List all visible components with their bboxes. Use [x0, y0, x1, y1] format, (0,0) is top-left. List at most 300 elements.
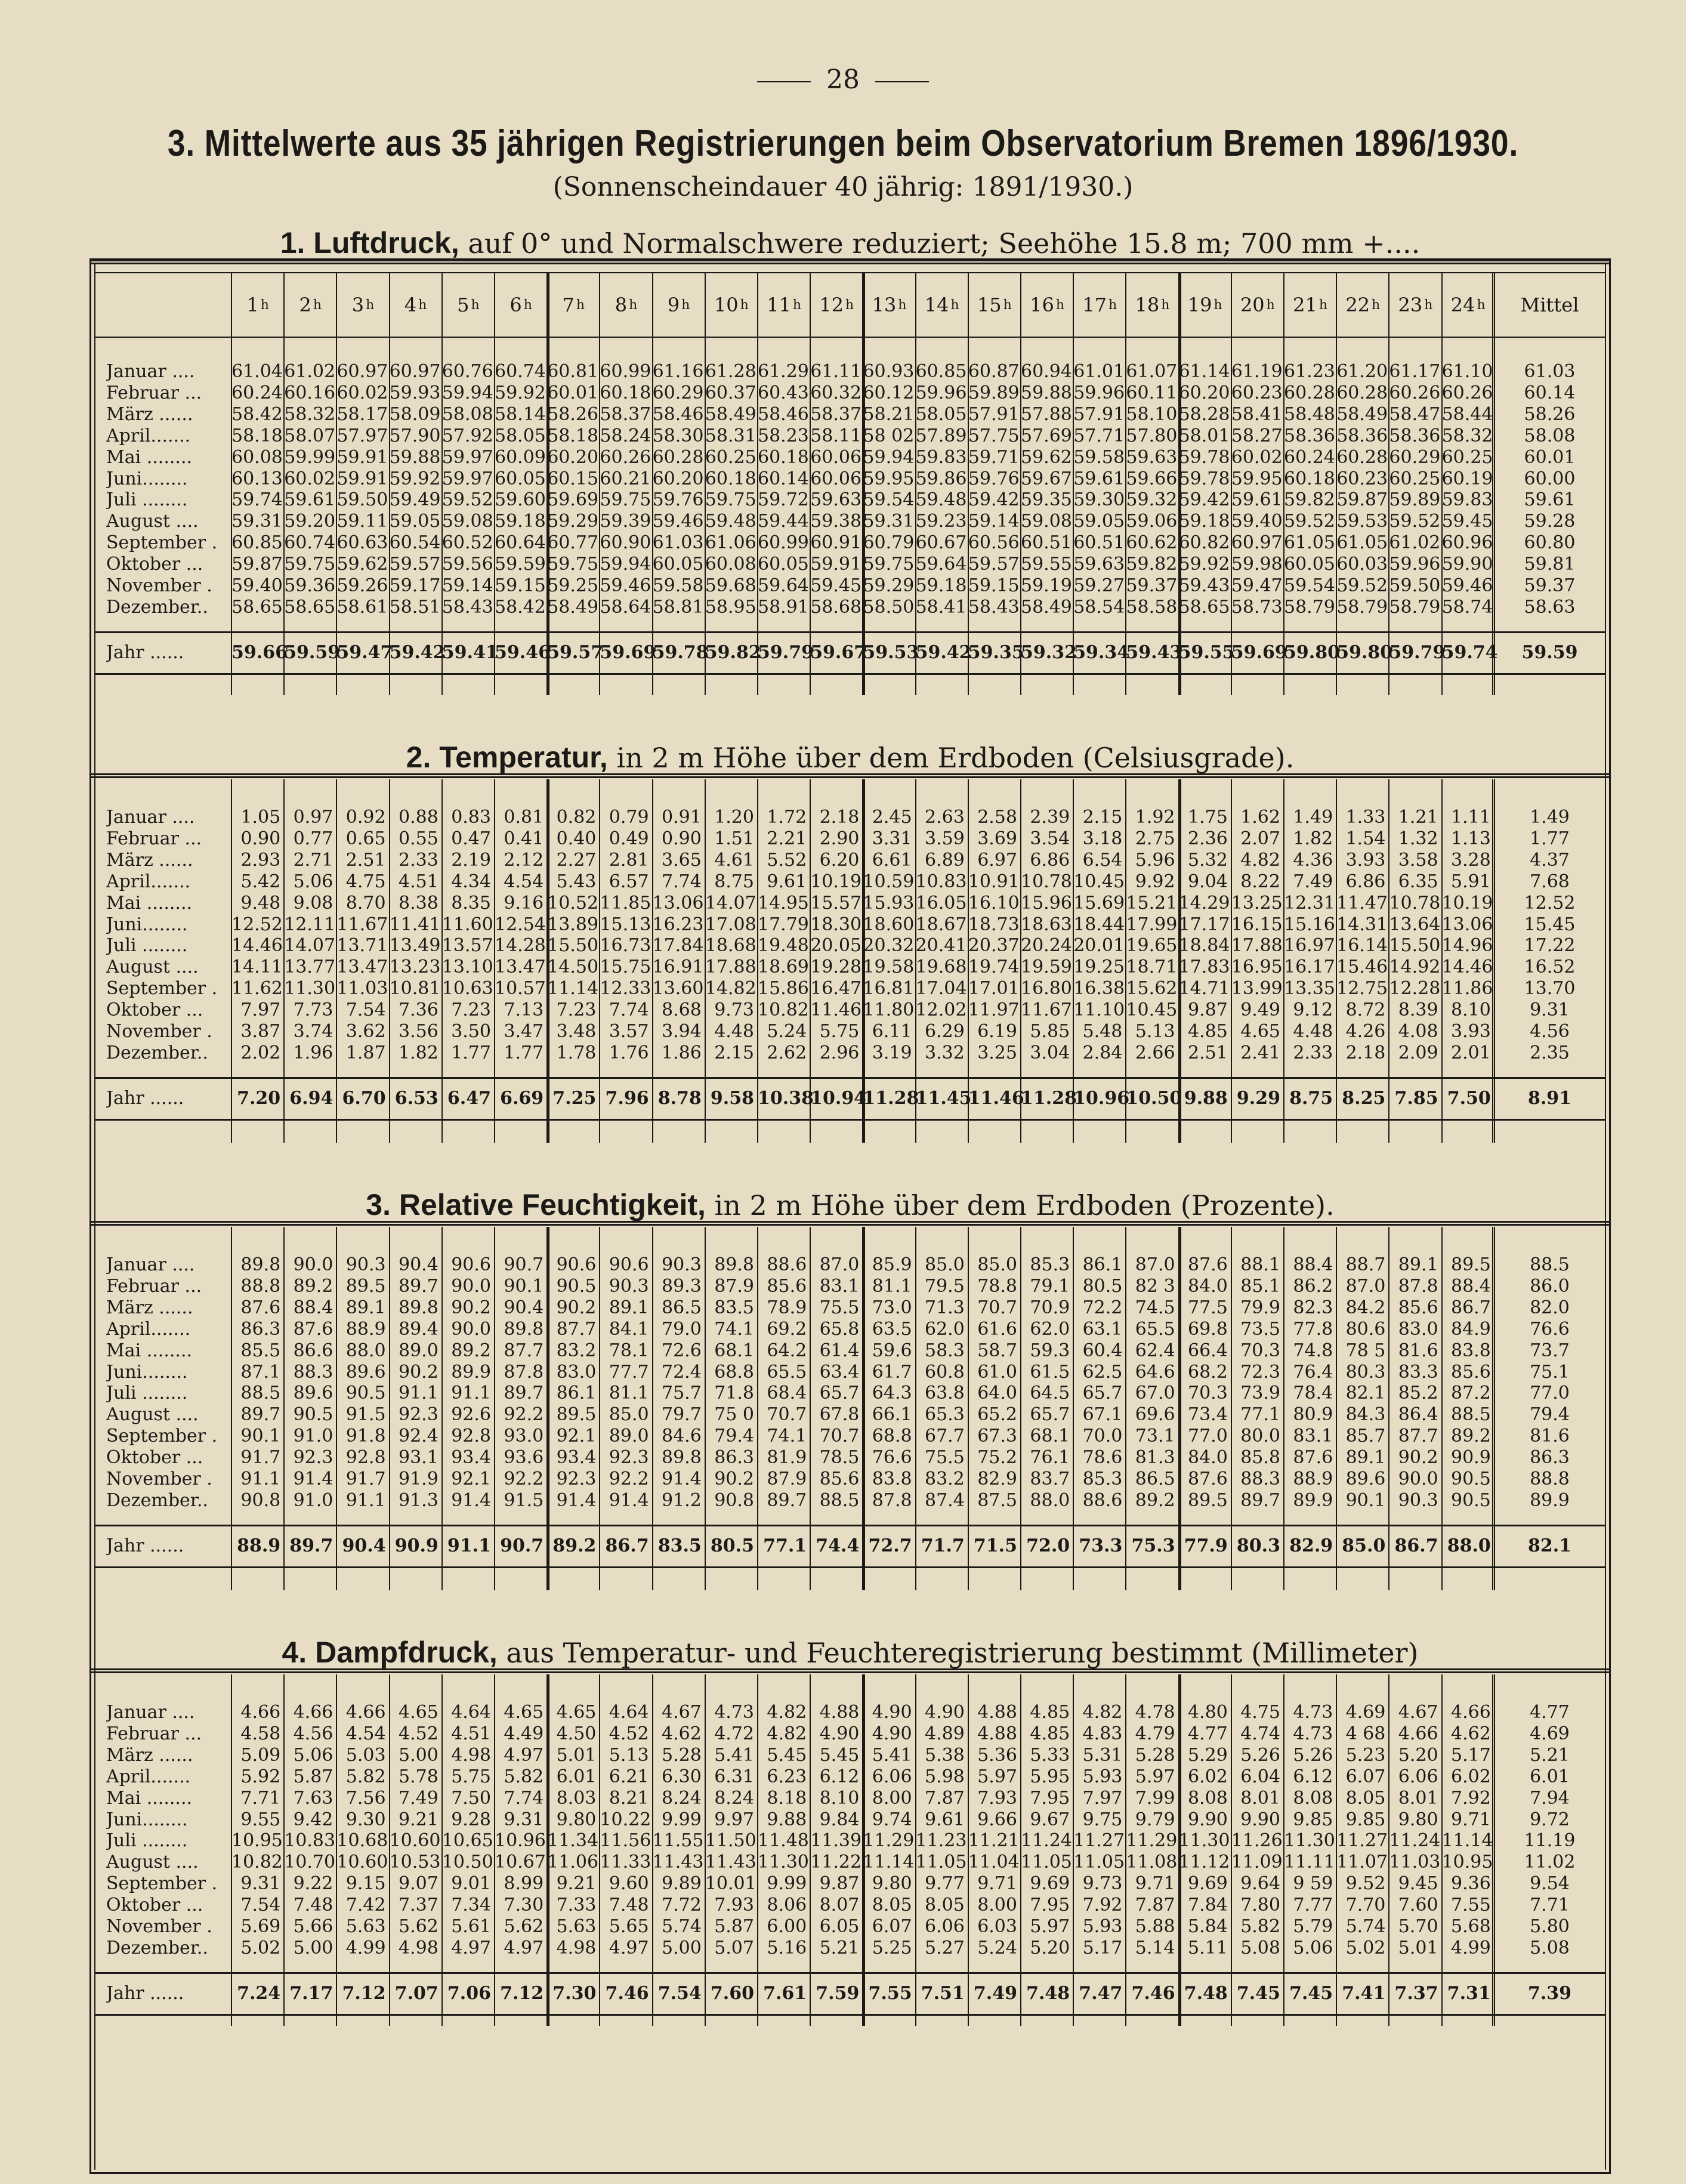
table-cell: 2.07 [1240, 828, 1280, 849]
row-label: August .... [106, 1852, 199, 1873]
table-cell: 59.93 [389, 382, 441, 403]
table-cell: 88.5 [819, 1489, 860, 1511]
table-cell: 59.90 [1441, 554, 1493, 575]
table-cell: 90.5 [345, 1383, 386, 1404]
table-cell: 5.00 [398, 1744, 439, 1766]
table-cell: 87.0 [1135, 1254, 1175, 1275]
table-cell: 61.7 [872, 1361, 912, 1383]
table-cell: 85.5 [240, 1340, 281, 1361]
table-cell: 9.16 [504, 892, 544, 914]
table-cell: 90.2 [714, 1469, 754, 1489]
jahr-separator [94, 1972, 1606, 1974]
table-cell: 11.30 [284, 978, 336, 1000]
table-cell: 6.00 [767, 1916, 807, 1937]
table-cell: 59.08 [1021, 511, 1072, 532]
table-cell: 4.79 [1135, 1723, 1175, 1744]
table-cell: 6.03 [977, 1916, 1017, 1937]
table-row [0, 575, 1686, 597]
jahr-cell: 7.59 [816, 1982, 860, 2004]
table-cell: 15.96 [1021, 892, 1072, 914]
table-cell: 4.97 [609, 1937, 649, 1958]
table-cell: 60.25 [1441, 446, 1493, 468]
table-cell: 59.56 [441, 554, 493, 575]
table-cell: 91.4 [661, 1469, 702, 1489]
table-cell: 77.8 [1293, 1318, 1333, 1340]
table-cell: 59.18 [915, 575, 967, 596]
jahr-cell: 7.46 [1131, 1982, 1175, 2004]
table-cell: 59.15 [968, 575, 1020, 596]
table-cell: 16.17 [1284, 957, 1335, 978]
table-cell: 8.70 [345, 892, 386, 914]
table-cell: 8.08 [1187, 1787, 1228, 1809]
table-cell: 91.1 [240, 1469, 281, 1489]
table-cell: 58.91 [758, 596, 809, 618]
table-cell: 58.37 [810, 403, 862, 425]
table-cell: 8.18 [767, 1787, 807, 1809]
table-cell: 3.04 [1030, 1042, 1070, 1063]
table-cell: 4.56 [293, 1723, 334, 1744]
row-label: Juni........ [106, 914, 188, 935]
row-label: Oktober ... [106, 1895, 203, 1916]
section-title-number: 3. [366, 1188, 399, 1221]
table-cell: 59.89 [1389, 489, 1441, 511]
row-label: August .... [106, 511, 199, 532]
table-cell: 7.34 [451, 1895, 491, 1916]
jahr-cell: 89.2 [552, 1535, 597, 1556]
table-cell: 8.22 [1240, 871, 1280, 892]
table-cell: 13.06 [652, 892, 704, 914]
table-cell: 87.7 [504, 1340, 544, 1361]
table-cell: 90.3 [661, 1254, 702, 1275]
row-label: September . [106, 1426, 218, 1447]
hour-header-13: 13 h [872, 294, 907, 316]
table-cell: 64.2 [767, 1340, 807, 1361]
hour-header-4: 4 h [404, 294, 427, 316]
table-cell: 59.35 [1021, 489, 1072, 511]
table-cell: 4.66 [1450, 1702, 1491, 1723]
mittel-cell: 1.49 [1530, 807, 1570, 828]
mittel-cell: 5.80 [1530, 1916, 1570, 1937]
table-cell: 60.67 [915, 532, 967, 554]
row-label: September . [106, 1873, 218, 1895]
table-cell: 58.36 [1389, 425, 1441, 446]
row-label: Januar .... [106, 807, 195, 828]
table-cell: 4.66 [240, 1702, 281, 1723]
table-cell: 58.3 [924, 1340, 965, 1361]
table-cell: 0.90 [240, 828, 281, 849]
table-cell: 61.28 [705, 361, 756, 382]
row-label: April....... [106, 1766, 191, 1787]
table-cell: 82.1 [1345, 1383, 1386, 1404]
table-cell: 62.4 [1135, 1340, 1175, 1361]
table-cell: 11.09 [1231, 1852, 1283, 1873]
mittel-cell: 7.68 [1530, 871, 1570, 892]
table-cell: 67.8 [819, 1404, 860, 1426]
table-cell: 86.1 [556, 1383, 597, 1404]
table-cell: 0.40 [556, 828, 597, 849]
table-cell: 89.9 [451, 1361, 491, 1383]
table-cell: 9.64 [1240, 1873, 1280, 1895]
table-cell: 14.82 [705, 978, 756, 1000]
table-cell: 9.87 [819, 1873, 860, 1895]
section-title-bold: Dampfdruck, [315, 1636, 498, 1669]
section-top-rule [89, 1668, 1611, 1673]
table-row [0, 1447, 1686, 1469]
mittel-cell: 11.19 [1524, 1830, 1576, 1852]
table-cell: 1.33 [1345, 807, 1386, 828]
table-cell: 10.22 [600, 1809, 651, 1830]
table-cell: 90.0 [451, 1318, 491, 1340]
table-row [0, 468, 1686, 490]
table-cell: 84.0 [1187, 1447, 1228, 1469]
table-cell: 18.69 [758, 957, 809, 978]
table-cell: 5.11 [1187, 1937, 1228, 1958]
table-cell: 5.78 [398, 1766, 439, 1787]
table-cell: 60.18 [600, 382, 651, 403]
table-cell: 87.4 [924, 1489, 965, 1511]
table-row [0, 1362, 1686, 1383]
table-cell: 5.88 [1135, 1916, 1175, 1937]
table-row [0, 554, 1686, 575]
table-cell: 60.56 [968, 532, 1020, 554]
table-cell: 9.80 [556, 1809, 597, 1830]
jahr-cell: 7.12 [500, 1982, 544, 2004]
mittel-cell: 58.63 [1524, 596, 1576, 618]
table-cell: 5.93 [1082, 1766, 1123, 1787]
table-cell: 19.25 [1073, 957, 1125, 978]
table-cell: 61.16 [652, 361, 704, 382]
table-row [0, 1404, 1686, 1426]
table-cell: 76.6 [872, 1447, 912, 1469]
table-cell: 7.56 [345, 1787, 386, 1809]
table-cell: 89.2 [1450, 1426, 1491, 1447]
table-cell: 88.6 [767, 1254, 807, 1275]
mittel-cell: 17.22 [1524, 935, 1576, 957]
table-cell: 72.6 [661, 1340, 702, 1361]
table-cell: 9.73 [714, 1000, 754, 1021]
table-cell: 89.7 [504, 1383, 544, 1404]
table-cell: 7.42 [345, 1895, 386, 1916]
table-row [0, 935, 1686, 957]
table-cell: 58.74 [1441, 596, 1493, 618]
table-cell: 61.11 [810, 361, 862, 382]
table-cell: 13.10 [441, 957, 493, 978]
table-cell: 9.31 [240, 1873, 281, 1895]
table-cell: 8.35 [451, 892, 491, 914]
table-cell: 7.63 [293, 1787, 334, 1809]
table-cell: 59.19 [1021, 575, 1072, 596]
table-cell: 59.61 [1231, 489, 1283, 511]
table-cell: 65.7 [1082, 1383, 1123, 1404]
jahr-label: Jahr ...... [106, 1982, 184, 2004]
table-cell: 59.46 [652, 511, 704, 532]
table-cell: 59.97 [441, 468, 493, 489]
table-cell: 58.08 [441, 403, 493, 425]
table-cell: 61.23 [1284, 361, 1335, 382]
jahr-cell: 59.69 [600, 641, 656, 663]
table-cell: 80.3 [1345, 1361, 1386, 1383]
table-cell: 57.92 [441, 425, 493, 446]
mittel-cell: 4.77 [1530, 1702, 1570, 1723]
table-cell: 80.5 [1082, 1275, 1123, 1297]
table-cell: 15.69 [1073, 892, 1125, 914]
table-cell: 60.26 [600, 446, 651, 468]
mittel-cell: 2.35 [1530, 1042, 1570, 1063]
table-cell: 88.8 [240, 1275, 281, 1297]
table-cell: 6.29 [924, 1021, 965, 1042]
table-cell: 61.5 [1030, 1361, 1070, 1383]
table-cell: 11.33 [600, 1852, 651, 1873]
row-label: Juli ........ [106, 1830, 188, 1852]
table-cell: 5.08 [1240, 1937, 1280, 1958]
mittel-cell: 15.45 [1524, 914, 1576, 935]
table-cell: 61.4 [819, 1340, 860, 1361]
jahr-cell: 7.24 [237, 1982, 281, 2004]
table-cell: 87.0 [1345, 1275, 1386, 1297]
table-cell: 8.39 [1398, 1000, 1438, 1021]
table-cell: 13.57 [441, 935, 493, 957]
table-cell: 13.35 [1284, 978, 1335, 1000]
table-cell: 9.99 [661, 1809, 702, 1830]
table-cell: 63.4 [819, 1361, 860, 1383]
jahr-cell: 7.06 [447, 1982, 491, 2004]
table-cell: 5.27 [924, 1937, 965, 1958]
jahr-cell: 9.58 [710, 1087, 754, 1109]
table-cell: 4.69 [1345, 1702, 1386, 1723]
table-cell: 0.81 [504, 807, 544, 828]
table-cell: 9.30 [345, 1809, 386, 1830]
table-cell: 60.19 [1441, 468, 1493, 489]
table-cell: 9.79 [1135, 1809, 1175, 1830]
jahr-cell: 7.45 [1289, 1982, 1333, 2004]
page-title: 3. Mittelwerte aus 35 jährigen Registrierungen beim Observatorium Bremen 1896/1930. [167, 123, 1519, 164]
table-cell: 58.42 [495, 596, 546, 618]
table-cell: 2.09 [1398, 1042, 1438, 1063]
table-cell: 17.08 [705, 914, 756, 935]
table-cell: 65.3 [924, 1404, 965, 1426]
table-cell: 60.29 [1389, 446, 1441, 468]
table-row [0, 1426, 1686, 1447]
table-cell: 72.2 [1082, 1297, 1123, 1318]
table-cell: 12.54 [495, 914, 546, 935]
mittel-cell: 59.61 [1524, 489, 1576, 511]
table-cell: 16.23 [652, 914, 704, 935]
jahr-cell: 6.70 [342, 1087, 386, 1109]
jahr-separator [94, 1119, 1606, 1121]
table-cell: 7.50 [451, 1787, 491, 1809]
table-cell: 7.93 [714, 1895, 754, 1916]
table-cell: 59.50 [1389, 575, 1441, 596]
table-cell: 12.52 [231, 914, 283, 935]
jahr-cell: 88.0 [1447, 1535, 1491, 1556]
table-cell: 11.67 [336, 914, 388, 935]
table-cell: 59.18 [495, 511, 546, 532]
table-cell: 3.31 [872, 828, 912, 849]
table-cell: 58.18 [547, 425, 599, 446]
table-cell: 11.08 [1126, 1852, 1178, 1873]
mittel-cell: 58.08 [1524, 425, 1576, 446]
table-cell: 59.64 [915, 554, 967, 575]
table-cell: 92.2 [504, 1469, 544, 1489]
table-cell: 58.47 [1389, 403, 1441, 425]
jahr-cell: 59.80 [1284, 641, 1340, 663]
table-cell: 9.36 [1450, 1873, 1491, 1895]
table-cell: 91.0 [293, 1426, 334, 1447]
table-cell: 59.83 [1441, 489, 1493, 511]
table-cell: 59.25 [547, 575, 599, 596]
table-cell: 59.95 [1231, 468, 1283, 489]
table-cell: 5.85 [1030, 1021, 1070, 1042]
table-cell: 81.1 [872, 1275, 912, 1297]
row-label: Januar .... [106, 361, 195, 382]
table-cell: 59.54 [1284, 575, 1335, 596]
table-cell: 85.6 [1398, 1297, 1438, 1318]
mittel-cell: 60.80 [1524, 532, 1576, 554]
table-cell: 3.93 [1450, 1021, 1491, 1042]
table-cell: 5.82 [345, 1766, 386, 1787]
row-label: Januar .... [106, 1702, 195, 1723]
table-cell: 60.24 [1284, 446, 1335, 468]
table-cell: 4.65 [504, 1702, 544, 1723]
table-cell: 11.04 [968, 1852, 1020, 1873]
table-cell: 59.69 [547, 489, 599, 511]
table-cell: 86.5 [661, 1297, 702, 1318]
table-cell: 1.62 [1240, 807, 1280, 828]
table-cell: 0.83 [451, 807, 491, 828]
table-cell: 7.87 [1135, 1895, 1175, 1916]
table-cell: 75.2 [977, 1447, 1017, 1469]
table-cell: 87.7 [556, 1318, 597, 1340]
table-cell: 1.51 [714, 828, 754, 849]
table-cell: 10.83 [284, 1830, 336, 1852]
table-cell: 11.21 [968, 1830, 1020, 1852]
table-cell: 90.0 [1398, 1469, 1438, 1489]
table-cell: 13.25 [1231, 892, 1283, 914]
table-cell: 7.49 [398, 1787, 439, 1809]
table-cell: 5.23 [1345, 1744, 1386, 1766]
table-cell: 84.3 [1345, 1404, 1386, 1426]
table-cell: 7.80 [1240, 1895, 1280, 1916]
table-cell: 11.05 [1021, 1852, 1072, 1873]
table-cell: 58.49 [705, 403, 756, 425]
table-cell: 58.51 [389, 596, 441, 618]
table-cell: 5.70 [1398, 1916, 1438, 1937]
jahr-cell: 7.51 [921, 1982, 965, 2004]
table-cell: 60.51 [1021, 532, 1072, 554]
table-cell: 0.49 [609, 828, 649, 849]
table-cell: 5.24 [977, 1937, 1017, 1958]
table-cell: 8.05 [1345, 1787, 1386, 1809]
table-cell: 60.02 [284, 468, 336, 489]
table-cell: 11.34 [547, 1830, 599, 1852]
table-cell: 66.4 [1187, 1340, 1228, 1361]
jahr-cell: 59.42 [389, 641, 446, 663]
table-cell: 1.21 [1398, 807, 1438, 828]
table-cell: 7.49 [1293, 871, 1333, 892]
table-cell: 4.52 [398, 1723, 439, 1744]
table-cell: 89.8 [398, 1297, 439, 1318]
table-cell: 59.26 [336, 575, 388, 596]
table-cell: 58.18 [231, 425, 283, 446]
table-cell: 11.67 [1021, 1000, 1072, 1021]
table-cell: 59.40 [231, 575, 283, 596]
table-cell: 59.08 [441, 511, 493, 532]
table-cell: 14.31 [1336, 914, 1388, 935]
table-row [0, 1788, 1686, 1809]
table-cell: 59.57 [389, 554, 441, 575]
table-cell: 59.75 [600, 489, 651, 511]
jahr-cell: 72.7 [868, 1535, 912, 1556]
row-label: Juni........ [106, 1361, 188, 1383]
jahr-cell: 71.5 [973, 1535, 1017, 1556]
table-cell: 60.05 [1284, 554, 1335, 575]
jahr-cell: 10.50 [1126, 1087, 1182, 1109]
table-cell: 61.01 [1073, 361, 1125, 382]
section-title-bold: Luftdruck, [313, 226, 459, 260]
table-cell: 6.21 [609, 1766, 649, 1787]
table-cell: 13.23 [389, 957, 441, 978]
table-cell: 11.48 [758, 1830, 809, 1852]
table-cell: 59.23 [915, 511, 967, 532]
table-row [0, 1938, 1686, 1959]
table-cell: 57.75 [968, 425, 1020, 446]
table-row [0, 1873, 1686, 1895]
jahr-cell: 6.47 [447, 1087, 491, 1109]
table-cell: 6.06 [1398, 1766, 1438, 1787]
table-cell: 10.68 [336, 1830, 388, 1852]
jahr-cell: 71.7 [921, 1535, 965, 1556]
table-cell: 5.20 [1398, 1744, 1438, 1766]
table-cell: 16.10 [968, 892, 1020, 914]
table-cell: 73.4 [1187, 1404, 1228, 1426]
jahr-cell: 59.47 [336, 641, 393, 663]
jahr-cell: 59.57 [547, 641, 604, 663]
table-cell: 58.50 [863, 596, 915, 618]
table-cell: 60.37 [705, 382, 756, 403]
table-cell: 92.3 [293, 1447, 334, 1469]
table-cell: 89.0 [609, 1426, 649, 1447]
table-cell: 59.63 [1126, 446, 1178, 468]
table-cell: 4.54 [345, 1723, 386, 1744]
table-cell: 5.98 [924, 1766, 965, 1787]
table-cell: 59.66 [1126, 468, 1178, 489]
jahr-cell: 7.46 [605, 1982, 649, 2004]
table-cell: 86.7 [1450, 1297, 1491, 1318]
table-cell: 63.1 [1082, 1318, 1123, 1340]
table-cell: 7.92 [1450, 1787, 1491, 1809]
table-cell: 60.81 [547, 361, 599, 382]
table-cell: 10.60 [389, 1830, 441, 1852]
table-cell: 5.91 [1450, 871, 1491, 892]
table-cell: 67.3 [977, 1426, 1017, 1447]
table-cell: 15.75 [600, 957, 651, 978]
table-cell: 79.5 [924, 1275, 965, 1297]
section-title [89, 740, 1611, 775]
table-cell: 59.3 [1030, 1340, 1070, 1361]
table-row [0, 489, 1686, 511]
table-cell: 90.2 [556, 1297, 597, 1318]
table-row [0, 361, 1686, 382]
table-cell: 11.14 [863, 1852, 915, 1873]
table-cell: 58.09 [389, 403, 441, 425]
table-cell: 60.97 [389, 361, 441, 382]
table-cell: 59.78 [1178, 468, 1230, 489]
table-cell: 7.71 [240, 1787, 281, 1809]
table-row [0, 850, 1686, 871]
table-row [0, 1852, 1686, 1873]
table-cell: 89.8 [240, 1254, 281, 1275]
table-cell: 59.43 [1178, 575, 1230, 596]
